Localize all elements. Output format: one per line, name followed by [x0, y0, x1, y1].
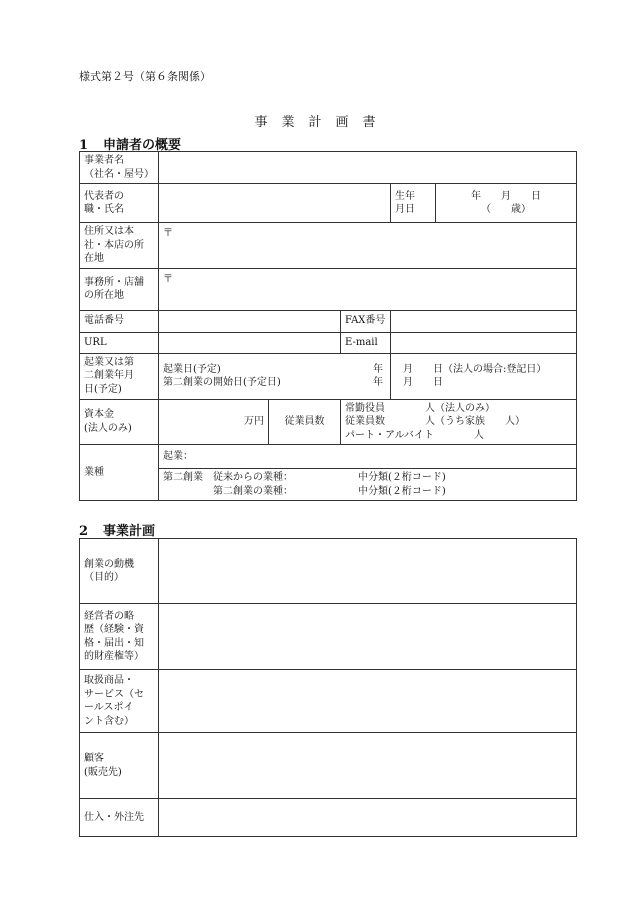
section2-heading: [79, 520, 155, 539]
company-name-label: 事業者名 （社名・屋号）: [80, 152, 159, 184]
motivation-label: 創業の動機 （目的）: [80, 539, 159, 604]
motivation-field[interactable]: [159, 539, 577, 604]
career-label: 経営者の略 歴（経験・資 格・届出・知 的財産権等）: [80, 604, 159, 670]
birthdate-field[interactable]: [436, 184, 577, 223]
suppliers-label: 仕入・外注先: [80, 799, 159, 837]
phone-field[interactable]: [159, 310, 341, 332]
startup-date-label: 起業又は第 二創業年月 日(予定): [80, 353, 159, 399]
startup-date-left: [159, 353, 391, 399]
suppliers-field[interactable]: [159, 799, 577, 837]
employees-label: 従業員数: [269, 399, 341, 445]
phone-label: 電話番号: [80, 310, 159, 332]
capital-field[interactable]: [159, 399, 269, 445]
url-label: URL: [80, 332, 159, 353]
section2-title: 事業計画: [103, 524, 156, 539]
url-field[interactable]: [159, 332, 341, 353]
fax-label: FAX番号: [341, 310, 391, 332]
email-field[interactable]: [391, 332, 577, 353]
startup-date-right[interactable]: [373, 353, 577, 399]
representative-label: 代表者の 職・氏名: [80, 184, 159, 223]
applicant-overview-table: [79, 151, 577, 501]
startup-date-line1: 起業日(予定): [163, 363, 221, 375]
section1-title: 申請者の概要: [103, 138, 182, 153]
products-field[interactable]: [159, 670, 577, 733]
section1-number: 1: [79, 138, 89, 153]
capital-unit: 万円: [244, 416, 264, 427]
company-name-field[interactable]: [159, 152, 577, 184]
birthdate-date: 年 月 日: [471, 190, 541, 202]
industry-startup[interactable]: 起業：: [159, 445, 577, 469]
second-startup-date-value: 年 月 日: [373, 377, 443, 388]
office-label: 事務所・店舗 の所在地: [80, 268, 159, 310]
address-label: 住所又は本 社・本店の所 在地: [80, 223, 159, 269]
industry-second-startup[interactable]: 第二創業 従来からの業種： 中分類(２桁コード) 第二創業の業種： 中分類(２桁コード): [159, 469, 577, 501]
capital-label: 資本金 (法人のみ): [80, 399, 159, 445]
career-field[interactable]: [159, 604, 577, 670]
form-number: 様式第２号（第６条関係）: [79, 70, 211, 83]
representative-field[interactable]: [159, 184, 391, 223]
email-label: E-mail: [341, 332, 391, 353]
postal-mark: 〒: [163, 228, 173, 239]
address-field[interactable]: [159, 223, 577, 269]
customers-field[interactable]: [159, 733, 577, 799]
fax-field[interactable]: [391, 310, 577, 332]
employees-detail[interactable]: 常勤役員 人（法人のみ） 従業員数 人（うち家族 人） パート・アルバイト 人: [341, 399, 577, 445]
postal-mark-office: 〒: [163, 273, 173, 285]
products-label: 取扱商品・ サービス（セ ールスポイ ント含む）: [80, 670, 159, 733]
startup-date-value: 年 月 日（法人の場合:登記日）: [373, 363, 547, 375]
industry-label: 業種: [80, 445, 159, 501]
section2-number: 2: [79, 524, 89, 539]
birthdate-label: 生年 月日: [391, 184, 436, 223]
office-field[interactable]: [159, 268, 577, 310]
second-startup-date-line: 第二創業の開始日(予定日): [163, 377, 281, 388]
birthdate-age: （ 歳）: [481, 204, 531, 215]
business-plan-table: [79, 538, 577, 837]
customers-label: 顧客 (販売先): [80, 733, 159, 799]
document-title: 事業計画書: [254, 115, 390, 130]
